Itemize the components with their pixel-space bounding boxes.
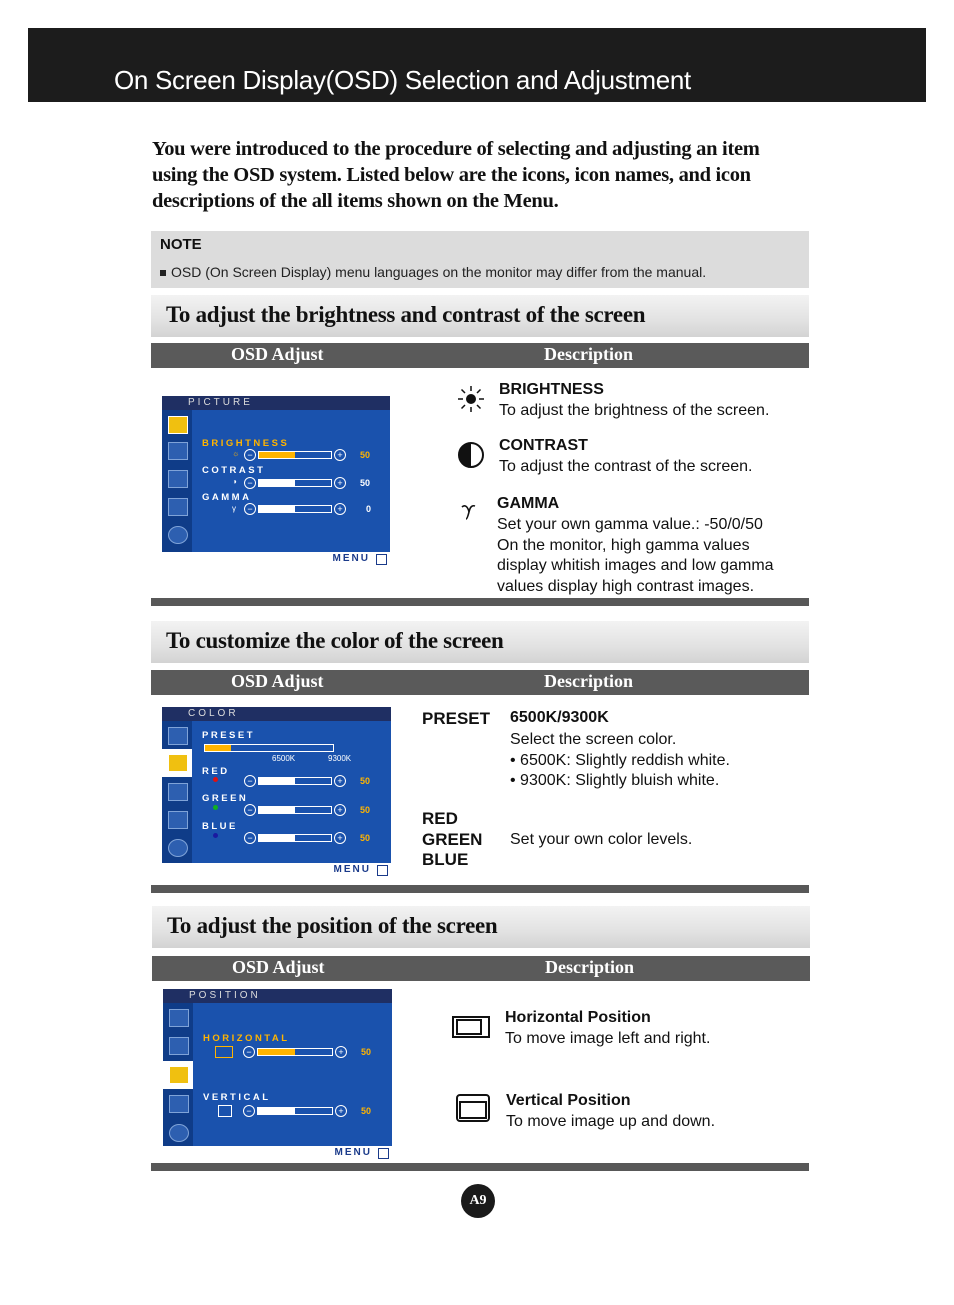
section-heading-text: To adjust the position of the screen [167, 913, 498, 938]
osd-item-label: COTRAST [202, 465, 266, 476]
vertical-slider [257, 1107, 333, 1115]
position-menu-icon [168, 783, 188, 801]
red-slider [258, 777, 332, 785]
minus-icon: − [244, 832, 256, 844]
tracking-menu-icon [168, 811, 188, 829]
gamma-title: GAMMA [497, 495, 560, 512]
column-description: Description [545, 957, 634, 977]
minus-icon: − [244, 775, 256, 787]
osd-item-value: 50 [360, 833, 371, 843]
osd-item-value: 0 [366, 504, 372, 514]
section-heading-text: To adjust the brightness and contrast of the screen [166, 302, 646, 327]
osd-menu-sidebar [163, 1003, 193, 1146]
osd-item-label: GAMMA [202, 492, 252, 503]
section-divider [151, 885, 809, 893]
osd-menu-color [162, 707, 391, 877]
section-heading-brightness [151, 295, 809, 337]
note-box [151, 231, 809, 288]
preset-label: PRESET [422, 709, 491, 728]
column-description: Description [544, 344, 633, 364]
color-level-labels: RED GREEN BLUE [422, 809, 483, 869]
green-slider [258, 806, 332, 814]
osd-item-label: BRIGHTNESS [202, 438, 290, 449]
brightness-description: To adjust the brightness of the screen. [499, 402, 770, 419]
gamma-icon [459, 501, 479, 521]
note-title: NOTE [160, 236, 202, 253]
plus-icon: + [334, 775, 346, 787]
plus-icon: + [334, 477, 346, 489]
note-text: OSD (On Screen Display) menu languages on the monitor may differ from the manual. [171, 264, 707, 280]
osd-item-value: 50 [360, 776, 371, 786]
sun-small-icon: ☼ [232, 449, 240, 458]
column-header-row [151, 670, 809, 695]
brightness-slider [258, 451, 332, 459]
osd-menu-title: COLOR [188, 708, 239, 719]
osd-menu-header [163, 989, 392, 1003]
section-divider [151, 598, 809, 606]
title-bar [28, 28, 926, 102]
minus-icon: − [244, 449, 256, 461]
osd-menu-footer [162, 863, 391, 877]
color-menu-icon [169, 1037, 189, 1055]
osd-menu-title: POSITION [189, 990, 261, 1001]
plus-icon: + [335, 1046, 347, 1058]
preset-option-9300k: 9300K [328, 754, 352, 763]
color-menu-icon [168, 754, 188, 772]
vertical-position-description: To move image up and down. [506, 1113, 716, 1130]
osd-item-label: GREEN [202, 793, 249, 804]
column-header-row [151, 343, 809, 368]
osd-item-label: VERTICAL [203, 1092, 271, 1103]
contrast-icon [457, 441, 485, 469]
picture-menu-icon [169, 1009, 189, 1027]
osd-menu-label: MENU [332, 553, 370, 564]
intro-paragraph: You were introduced to the procedure of selecting and adjusting an item using the OSD system. Listed below are the icons, icon names, and icon descriptions of the all items shown on the Menu. [152, 138, 760, 212]
column-osd-adjust: OSD Adjust [231, 344, 324, 364]
osd-menu-title: PICTURE [188, 397, 253, 408]
osd-item-label: RED [202, 766, 230, 777]
preset-title: 6500K/9300K [510, 709, 609, 726]
plus-icon: + [334, 449, 346, 461]
contrast-small-icon: ◑ [232, 477, 237, 486]
color-menu-icon [168, 442, 188, 460]
osd-menu-picture [162, 396, 390, 566]
picture-menu-icon [168, 416, 188, 434]
exit-icon [376, 554, 387, 565]
plus-icon: + [335, 1105, 347, 1117]
column-description: Description [544, 671, 633, 691]
osd-menu-position [163, 989, 392, 1160]
contrast-title: CONTRAST [499, 437, 588, 454]
plus-icon: + [334, 804, 346, 816]
gamma-small-icon: γ [232, 504, 236, 513]
column-osd-adjust: OSD Adjust [232, 957, 325, 977]
picture-menu-icon [168, 727, 188, 745]
column-header-row [152, 956, 810, 981]
green-dot-icon [213, 805, 218, 810]
plus-icon: + [334, 503, 346, 515]
osd-preset-label: PRESET [202, 730, 256, 741]
column-osd-adjust: OSD Adjust [231, 671, 324, 691]
section-heading-position [152, 906, 810, 948]
bullet-square-icon [160, 270, 166, 276]
sun-icon [456, 384, 486, 414]
osd-menu-footer [162, 552, 390, 566]
osd-menu-sidebar [162, 410, 192, 552]
minus-icon: − [244, 477, 256, 489]
horizontal-slider [257, 1048, 333, 1056]
contrast-description: To adjust the contrast of the screen. [499, 458, 753, 475]
position-menu-icon [169, 1066, 189, 1084]
exit-icon [377, 865, 388, 876]
osd-item-value: 50 [360, 450, 371, 460]
brightness-title: BRIGHTNESS [499, 381, 604, 398]
preset-description: Select the screen color. • 6500K: Slightly reddish white. • 9300K: Slightly bluish white. [510, 731, 730, 789]
section-divider [151, 1163, 809, 1171]
note-text-line [160, 264, 706, 280]
horizontal-small-icon [215, 1046, 233, 1058]
tracking-menu-icon [169, 1095, 189, 1113]
blue-slider [258, 834, 332, 842]
setup-gear-icon [168, 839, 188, 857]
osd-item-value: 50 [361, 1106, 372, 1116]
position-menu-icon [168, 470, 188, 488]
setup-gear-icon [168, 526, 188, 544]
osd-menu-header [162, 396, 390, 410]
osd-item-label: HORIZONTAL [203, 1033, 290, 1044]
minus-icon: − [244, 503, 256, 515]
horizontal-position-icon [452, 1014, 490, 1040]
gamma-slider [258, 505, 332, 513]
horizontal-position-description: To move image left and right. [505, 1030, 711, 1047]
gamma-description: Set your own gamma value.: -50/0/50 On the monitor, high gamma values display whitish images and low gamma values display high contrast images. [497, 516, 774, 595]
exit-icon [378, 1148, 389, 1159]
vertical-position-title: Vertical Position [506, 1092, 631, 1109]
preset-option-6500k: 6500K [272, 754, 296, 763]
horizontal-position-title: Horizontal Position [505, 1009, 651, 1026]
osd-menu-label: MENU [334, 1147, 372, 1158]
osd-item-value: 50 [360, 805, 371, 815]
vertical-small-icon [218, 1105, 232, 1117]
tracking-menu-icon [168, 498, 188, 516]
section-heading-text: To customize the color of the screen [166, 628, 504, 653]
minus-icon: − [244, 804, 256, 816]
page-title: On Screen Display(OSD) Selection and Adjustment [114, 65, 691, 95]
setup-gear-icon [169, 1124, 189, 1142]
osd-item-label: BLUE [202, 821, 238, 832]
osd-menu-header [162, 707, 391, 721]
vertical-position-icon [456, 1094, 490, 1122]
osd-menu-footer [163, 1146, 392, 1160]
osd-item-value: 50 [361, 1047, 372, 1057]
osd-item-value: 50 [360, 478, 371, 488]
preset-selector [204, 744, 334, 752]
plus-icon: + [334, 832, 346, 844]
osd-menu-sidebar [162, 721, 192, 863]
blue-dot-icon [213, 833, 218, 838]
minus-icon: − [243, 1105, 255, 1117]
section-heading-color [151, 621, 809, 663]
page-number-badge: A9 [461, 1184, 495, 1218]
osd-menu-label: MENU [333, 864, 371, 875]
contrast-slider [258, 479, 332, 487]
minus-icon: − [243, 1046, 255, 1058]
red-dot-icon [213, 777, 218, 782]
color-levels-description: Set your own color levels. [510, 831, 693, 848]
